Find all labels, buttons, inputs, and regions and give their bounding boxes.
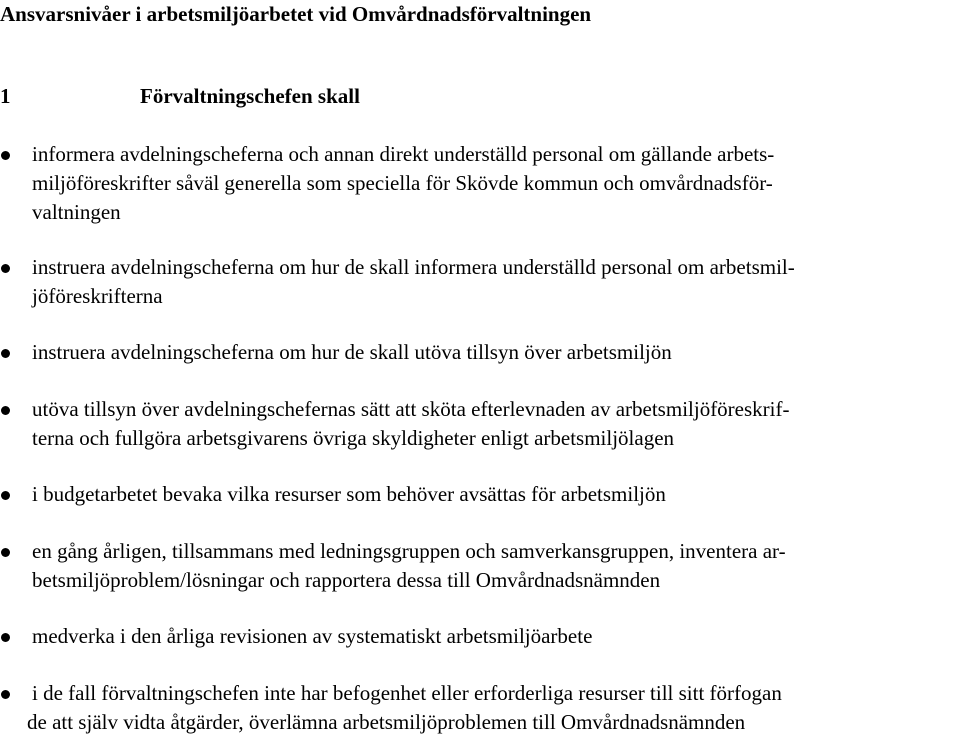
- section-heading: [0, 82, 360, 110]
- bullet-text: [32, 395, 959, 453]
- bullet-line: de att själv vidta åtgärder, överlämna arbetsmiljöproblemen till Omvårdnadsnämnden: [27, 710, 746, 734]
- bullet-dot-icon: [1, 548, 10, 557]
- bullet-line: utöva tillsyn över avdelningschefernas sätt att sköta efterlevnaden av arbetsmiljöföreskrif-: [32, 397, 790, 421]
- bullet-dot-icon: [1, 690, 10, 699]
- bullet-text: [32, 480, 959, 509]
- bullet-dot-icon: [1, 349, 10, 358]
- bullet-text: [27, 679, 959, 737]
- document-title: Ansvarsnivåer i arbetsmiljöarbetet vid Omvårdnadsförvaltningen: [0, 2, 592, 26]
- bullet-line: instruera avdelningscheferna om hur de skall informera underställd personal om arbetsmil-: [32, 255, 795, 279]
- bullet-text: [32, 338, 959, 367]
- bullet-text: [32, 140, 959, 227]
- bullet-dot-icon: [1, 151, 10, 160]
- section-heading-text: Förvaltningschefen skall: [140, 84, 360, 108]
- bullet-line: i de fall förvaltningschefen inte har befogenhet eller erforderliga resurser till sitt förfogan: [32, 681, 782, 705]
- bullet-dot-icon: [1, 406, 10, 415]
- bullet-line: miljöföreskrifter såväl generella som speciella för Skövde kommun och omvårdnadsför-: [32, 171, 773, 195]
- bullet-line: instruera avdelningscheferna om hur de skall utöva tillsyn över arbetsmiljön: [32, 340, 672, 364]
- bullet-line: medverka i den årliga revisionen av systematiskt arbetsmiljöarbete: [32, 624, 593, 648]
- section-number: 1: [0, 84, 11, 108]
- bullet-text: [32, 537, 959, 595]
- bullet-line: betsmiljöproblem/lösningar och rapportera dessa till Omvårdnadsnämnden: [32, 568, 661, 592]
- bullet-text: [32, 622, 959, 651]
- bullet-text: [32, 253, 959, 311]
- bullet-dot-icon: [1, 491, 10, 500]
- bullet-line: terna och fullgöra arbetsgivarens övriga skyldigheter enligt arbetsmiljölagen: [32, 426, 675, 450]
- bullet-line: en gång årligen, tillsammans med ledningsgruppen och samverkansgruppen, inventera ar-: [32, 539, 786, 563]
- bullet-dot-icon: [1, 264, 10, 273]
- bullet-line: valtningen: [32, 200, 121, 224]
- bullet-line: informera avdelningscheferna och annan direkt underställd personal om gällande arbets-: [32, 142, 775, 166]
- bullet-dot-icon: [1, 633, 10, 642]
- bullet-line: jöföreskrifterna: [32, 284, 163, 308]
- bullet-line: i budgetarbetet bevaka vilka resurser som behöver avsättas för arbetsmiljön: [32, 482, 666, 506]
